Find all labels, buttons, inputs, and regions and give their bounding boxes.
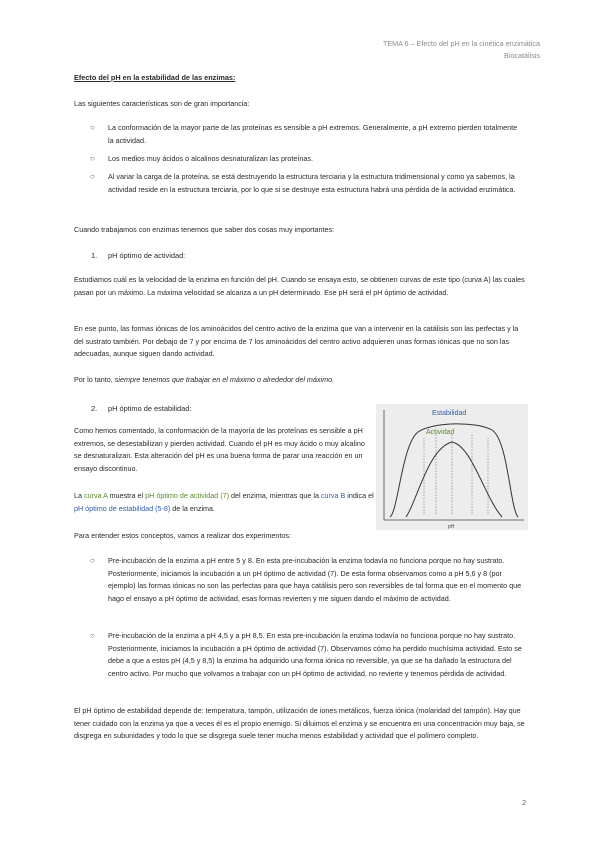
bullet-icon: ○ (90, 556, 95, 565)
activity-label: Actividad (426, 429, 455, 436)
text-run: indica el (345, 491, 374, 500)
text-run: La (74, 491, 84, 500)
text-run: del enzima, mientras que la (229, 491, 321, 500)
subsection-title: pH óptimo de actividad: (108, 251, 186, 260)
paragraph: El pH óptimo de estabilidad depende de: temperatura, tampón, utilización de iones metálicos, fuerza iónica (molaridad del tampón). Hay que tener cuidado con la enzima ya que a veces él es el propio enemigo. Si diluimos el enzima y se encuentra en una concentración muy baja, se disgrega en subunidades y todo lo que se disgrega suele tener mucha menos estabilidad y actividad que el polímero completo. (74, 706, 525, 741)
paragraph: Cuando trabajamos con enzimas tenemos que saber dos cosas muy importantes: (74, 225, 335, 234)
subsection-title: pH óptimo de estabilidad: (108, 404, 192, 413)
paragraph: Estudiamos cuál es la velocidad de la enzima en función del pH. Cuando se ensaya esto, se obtienen curvas de este tipo (curva A) las cuales pasan por un máximo. La máxima velocidad se alcanza a un pH determinado. Ese pH será el pH óptimo de actividad. (74, 275, 525, 297)
text-run: muestra el (107, 491, 146, 500)
bullet-text: Pre-incubación de la enzima a pH 4,5 y a pH 8,5. En esta pre-incubación la enzima todavía no funciona porque no hay sustrato. Posteriormente, iniciamos la incubación a pH óptimo de actividad (7). Observamos cómo ha perdido muchísima actividad. Esto se debe a que a estos pH (4,5 y 8,5) la enzima ha adquirido una forma iónica no reversible, ya que se ha dañado la estructura del centro activo. Por mucho que volvamos a trabajar con un pH óptimo de actividad, no revierte y tenemos pérdida de actividad. (108, 631, 522, 678)
text-run: de la enzima. (170, 503, 216, 513)
x-axis-label: pH (448, 524, 455, 530)
bullet-text: Los medios muy ácidos o alcalinos desnaturalizan las proteínas. (108, 154, 313, 163)
bullet-icon: ○ (90, 172, 95, 181)
optimum-stability-text: pH óptimo de estabilidad (5-8) (74, 503, 171, 513)
paragraph: Para entender estos conceptos, vamos a realizar dos experimentos: (74, 531, 291, 540)
bullet-text: Pre-incubación de la enzima a pH entre 5 y 8. En esta pre-incubación la enzima todavía no funciona porque no hay sustrato. Posteriormente, iniciamos la incubación a un pH óptimo de actividad (7). De esta forma observamos como a pH 5,6 y 8 (por ejemplo) las formas iónicas no son las perfectas para que haya catálisis pero son reversibles de tal forma que en el momento que hago el ensayo a pH óptimo de actividad, esas formas revierten y me siguen dando el máximo de actividad. (108, 556, 522, 603)
bullet-icon: ○ (90, 123, 95, 132)
section-heading: Efecto del pH en la estabilidad de las enzimas: (74, 73, 236, 82)
list-number: 2. (91, 404, 98, 413)
paragraph (74, 374, 526, 387)
figure-background (376, 404, 528, 530)
emphasis-text: siempre tenemos que trabajar en el máximo o alrededor del máximo. (114, 375, 335, 384)
header-subject: Biocatálisis (504, 51, 540, 60)
intro-text: Las siguientes características son de gran importancia: (74, 99, 250, 108)
paragraph: En ese punto, las formas iónicas de los aminoácidos del centro activo de la enzima que van a intervenir en la catálisis son las perfectas y la del sustrato también. Por debajo de 7 y por encima de 7 los aminoácidos del centro activo adquieren unas formas iónicas que no son las adecuadas, aunque siguen dando actividad. (74, 324, 519, 359)
optimum-activity-text: pH óptimo de actividad (7) (145, 491, 230, 500)
bullet-text: La conformación de la mayor parte de las proteínas es sensible a pH extremos. Generalmente, a pH extremo pierden totalmente la actividad. (108, 123, 518, 145)
page-number: 2 (522, 798, 527, 807)
bullet-icon: ○ (90, 631, 95, 640)
paragraph: Como hemos comentado, la conformación de la mayoría de las proteínas es sensible a pH extremos, se desestabilizan y pierden actividad. Cuando el pH es muy ácido o muy alcalino se desnaturalizan. Esta alteración del pH es una buena forma de parar una reacción en un ensayo discontinuo. (74, 426, 365, 473)
curve-a-label: curva A (84, 491, 108, 500)
bullet-icon: ○ (90, 154, 95, 163)
ph-curves-figure (376, 404, 528, 530)
curve-b-label: curva B (320, 491, 346, 500)
stability-label: Estabilidad (432, 410, 467, 417)
header-topic: TEMA 6 – Efecto del pH en la cinética enzimática (382, 39, 540, 48)
paragraph (74, 490, 374, 515)
text-run: Por lo tanto, (74, 375, 115, 384)
list-number: 1. (91, 251, 98, 260)
bullet-text: Al variar la carga de la proteína, se está destruyendo la estructura terciaria y la estructura tridimensional y como ya sabemos, la actividad reside en la estructura terciaria, por lo que si se destruye esta estructura habrá una pérdida de la actividad enzimática. (108, 172, 516, 194)
